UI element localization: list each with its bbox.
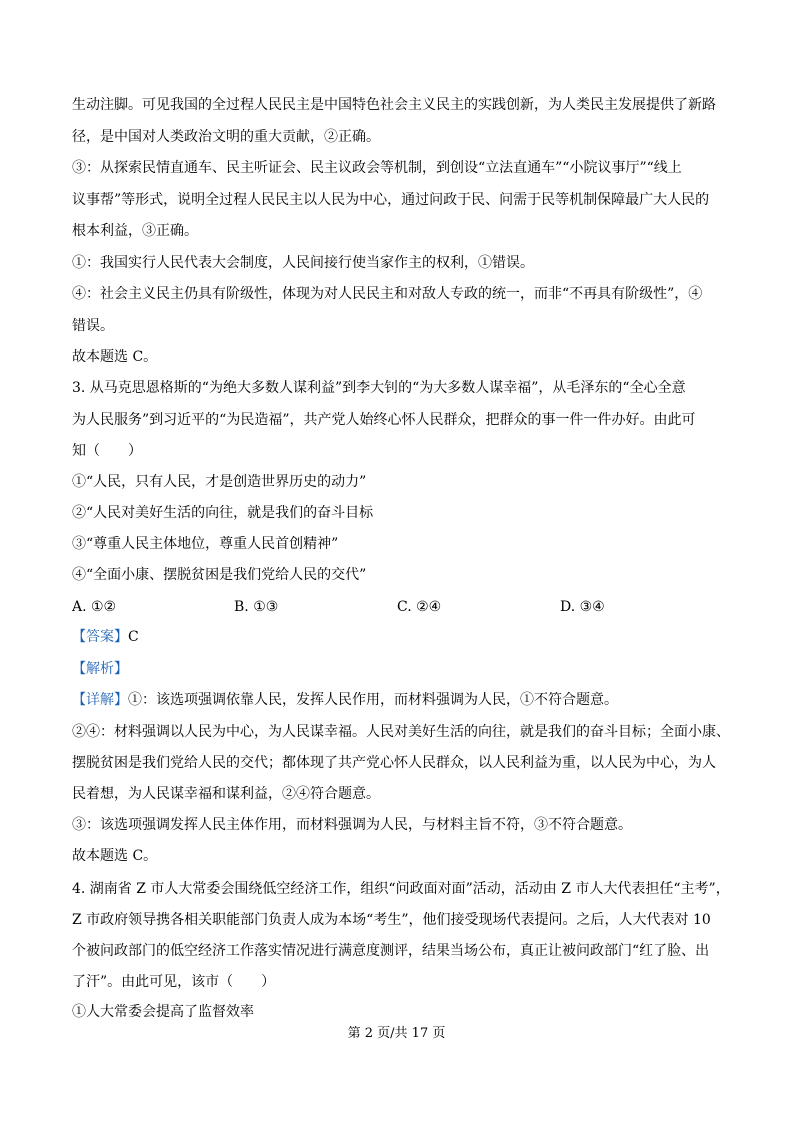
statement-2: ②“人民对美好生活的向往，就是我们的奋斗目标 (72, 505, 374, 521)
text-line: ②④：材料强调以人民为中心，为人民谋幸福。人民对美好生活的向往，就是我们的奋斗目标；全面小康、 (72, 724, 730, 740)
text-line: 故本题选 C。 (72, 349, 158, 365)
text-line: 议事帮”等形式，说明全过程人民民主以人民为中心，通过问政于民、问需于民等机制保障最广大人民的 (72, 192, 710, 208)
statement-3: ③“尊重人民主体地位，尊重人民首创精神” (72, 536, 339, 552)
text-line: 生动注脚。可见我国的全过程人民民主是中国特色社会主义民主的实践创新，为人类民主发展提供了新路 (72, 97, 716, 113)
question-3-stem: 3. 从马克思恩格斯的“为绝大多数人谋利益”到李大钊的“为大多数人谋幸福”，从毛泽东的“全心全意 (72, 380, 686, 396)
detail-tag: 【详解】 (72, 692, 128, 708)
text-line: ①：我国实行人民代表大会制度，人民间接行使当家作主的权利，①错误。 (72, 255, 534, 271)
statement-4: ④“全面小康、摆脱贫困是我们党给人民的交代” (72, 567, 367, 583)
analysis-line (72, 659, 727, 679)
detail-text: ①：该选项强调依靠人民，发挥人民作用，而材料强调为人民，①不符合题意。 (128, 692, 618, 708)
text-line: 民着想，为人民谋幸福和谋利益，②④符合题意。 (72, 786, 380, 802)
answer-value: C (128, 629, 139, 645)
question-4-stem: 了汗”。由此可见，该市（ ） (72, 974, 276, 990)
statement-1: ①人大常委会提高了监督效率 (72, 1004, 254, 1020)
question-4-stem: Z 市政府领导携各相关职能部门负责人成为本场“考生”，他们接受现场代表提问。之后，人大代表对 10 (72, 912, 711, 928)
question-4-stem: 4. 湖南省 Z 市人大常委会围绕低空经济工作，组织“问政面对面”活动，活动由 Z 市人大代表担任“主考”， (72, 881, 730, 897)
question-3-stem: 为人民服务”到习近平的“为民造福”，共产党人始终心怀人民群众，把群众的事一件一件办好。由此可 (72, 412, 696, 428)
page-footer: 第 2 页/共 17 页 (347, 1026, 446, 1041)
text-line: ③：从探索民情直通车、民主听证会、民主议政会等机制，到创设“立法直通车”“小院议事厅”“线上 (72, 160, 682, 176)
answer-line (72, 627, 727, 647)
text-line: 故本题选 C。 (72, 848, 158, 864)
option-d: D. ③④ (560, 599, 605, 615)
statement-1: ①“人民，只有人民，才是创造世界历史的动力” (72, 474, 367, 490)
text-line: 错误。 (72, 318, 114, 334)
text-line: 根本利益，③正确。 (72, 223, 198, 239)
analysis-tag: 【解析】 (72, 661, 128, 677)
question-3-stem: 知（ ） (72, 443, 142, 459)
detail-line (72, 690, 727, 710)
text-line: 径，是中国对人类政治文明的重大贡献，②正确。 (72, 129, 380, 145)
answer-tag: 【答案】 (72, 629, 128, 645)
option-a: A. ①② (72, 599, 117, 615)
text-line: ④：社会主义民主仍具有阶级性，体现为对人民民主和对敌人专政的统一，而非“不再具有阶级性”，④ (72, 286, 703, 302)
text-line: 摆脱贫困是我们党给人民的交代；都体现了共产党心怀人民群众，以人民利益为重，以人民为中心，为人 (72, 755, 716, 771)
option-c: C. ②④ (397, 599, 442, 615)
question-4-stem: 个被问政部门的低空经济工作落实情况进行满意度测评，结果当场公布，真正让被问政部门“红了脸、出 (72, 943, 710, 959)
option-b: B. ①③ (234, 599, 279, 615)
text-line: ③：该选项强调发挥人民主体作用，而材料强调为人民，与材料主旨不符，③不符合题意。 (72, 817, 632, 833)
